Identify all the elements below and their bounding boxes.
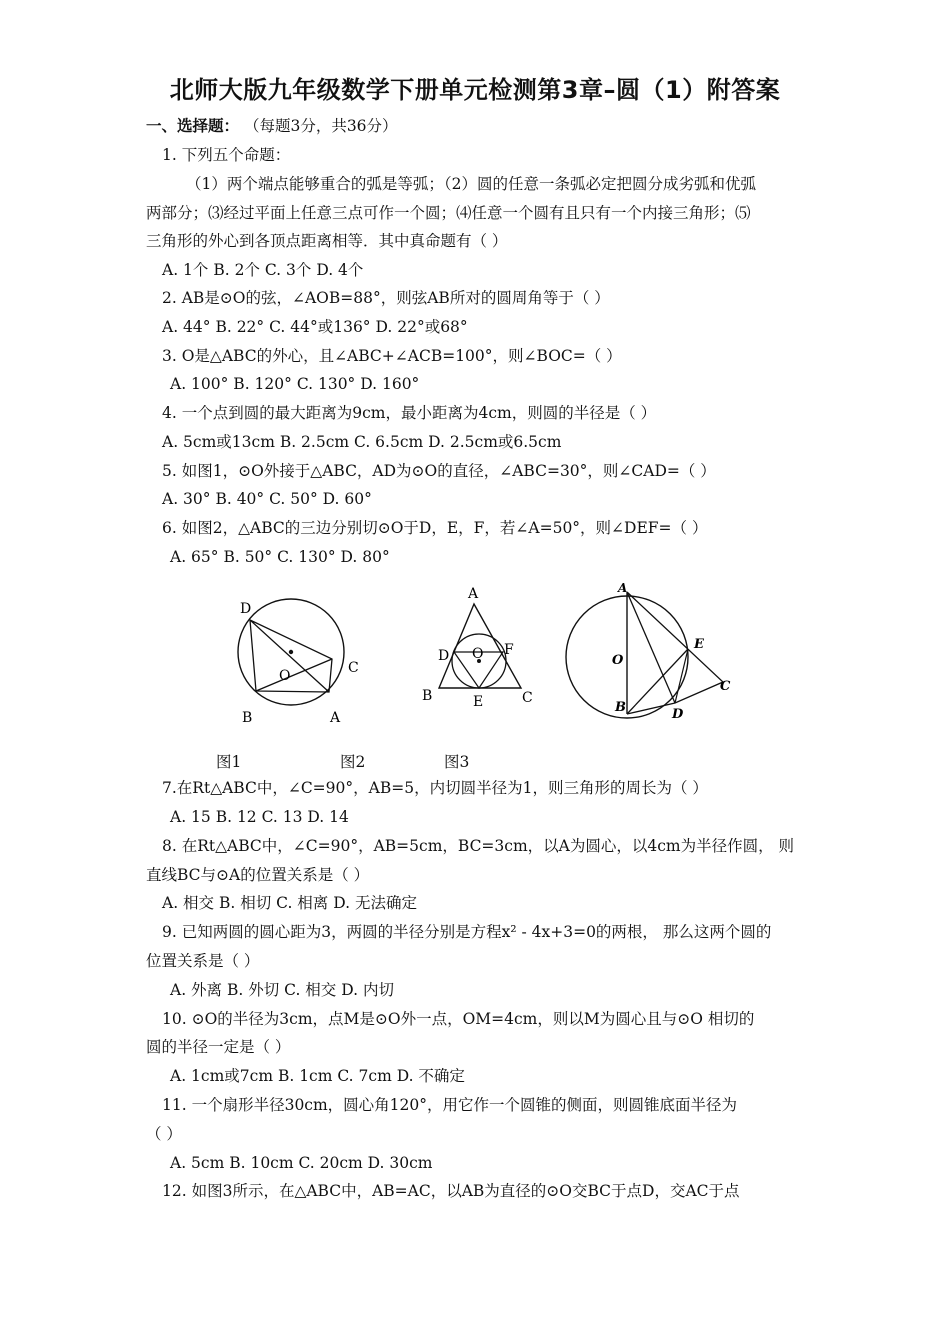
figures-row: [0, 578, 950, 738]
fig2-label-e: E: [473, 694, 484, 710]
q1-stem: 1. 下列五个命题：: [162, 146, 291, 164]
q6-stem: 6. 如图2，△ABC的三边分别切⊙O于D，E，F，若∠A=50°，则∠DEF=（ ）: [162, 519, 708, 537]
section-heading: 一、选择题：: [146, 117, 240, 135]
q11-stem-line2: （ ）: [146, 1125, 182, 1143]
fig2-label-b: B: [422, 688, 433, 704]
figure-2: [418, 582, 542, 722]
q2-stem: 2. AB是⊙O的弦，∠AOB=88°，则弦AB所对的圆周角等于（ ）: [162, 289, 610, 307]
q12-stem-line1: 12. 如图3所示，在△ABC中，AB=AC，以AB为直径的⊙O交BC于点D，交AC于点: [162, 1182, 740, 1200]
fig3-label-e: E: [694, 637, 704, 652]
q9-stem-line1: 9. 已知两圆的圆心距为3，两圆的半径分别是方程x² - 4x+3=0的两根， 那么这两个圆的: [162, 923, 772, 941]
fig1-caption: 图1: [216, 753, 242, 771]
q6-options: A. 65° B. 50° C. 130° D. 80°: [170, 548, 390, 566]
fig3-label-b: B: [615, 700, 626, 715]
q10-options: A. 1cm或7cm B. 1cm C. 7cm D. 不确定: [170, 1067, 465, 1085]
q5-options: A. 30° B. 40° C. 50° D. 60°: [162, 490, 372, 508]
q8-stem-line2: 直线BC与⊙A的位置关系是（ ）: [146, 866, 370, 884]
fig2-caption: 图2: [340, 753, 366, 771]
q3-options: A. 100° B. 120° C. 130° D. 160°: [170, 375, 420, 393]
q5-stem: 5. 如图1，⊙O外接于△ABC，AD为⊙O的直径，∠ABC=30°，则∠CAD=（ ）: [162, 462, 716, 480]
figure-3: [560, 578, 750, 728]
fig3-label-c: C: [720, 679, 731, 694]
q1-text-line3: 三角形的外心到各顶点距离相等．其中真命题有（ ）: [146, 232, 508, 250]
fig2-label-a: A: [468, 586, 479, 602]
q2-options: A. 44° B. 22° C. 44°或136° D. 22°或68°: [162, 318, 468, 336]
q7-stem: 7.在Rt△ABC中，∠C=90°，AB=5，内切圆半径为1，则三角形的周长为（ ）: [162, 779, 708, 797]
fig1-label-c: C: [348, 660, 359, 676]
fig2-label-o: O: [472, 646, 484, 662]
q8-stem-line1: 8. 在Rt△ABC中，∠C=90°，AB=5cm，BC=3cm，以A为圆心，以4cm为半径作圆， 则: [162, 837, 795, 855]
document-title: 北师大版九年级数学下册单元检测第3章–圆（1）附答案: [169, 76, 781, 104]
fig3-label-o: O: [612, 653, 624, 668]
q4-stem: 4. 一个点到圆的最大距离为9cm，最小距离为4cm，则圆的半径是（ ）: [162, 404, 657, 422]
q7-options: A. 15 B. 12 C. 13 D. 14: [170, 808, 349, 826]
q4-options: A. 5cm或13cm B. 2.5cm C. 6.5cm D. 2.5cm或6.5cm: [162, 433, 562, 451]
q11-stem-line1: 11. 一个扇形半径30cm，圆心角120°，用它作一个圆锥的侧面，则圆锥底面半径为: [162, 1096, 738, 1114]
section-header: [146, 116, 398, 136]
fig3-caption: 图3: [444, 753, 470, 771]
fig1-label-o: O: [279, 668, 291, 684]
fig2-label-d: D: [438, 648, 450, 664]
q1-text-line1: （1）两个端点能够重合的弧是等弧；（2）圆的任意一条弧必定把圆分成劣弧和优弧: [186, 175, 756, 193]
q9-stem-line2: 位置关系是（ ）: [146, 952, 260, 970]
fig3-label-a: A: [618, 581, 628, 595]
q1-text-line2: 两部分；⑶经过平面上任意三点可作一个圆；⑷任意一个圆有且只有一个内接三角形；⑸: [146, 204, 751, 222]
section-note: （每题3分，共36分）: [243, 117, 398, 135]
figure-1: [228, 596, 368, 726]
q3-stem: 3. O是△ABC的外心，且∠ABC+∠ACB=100°，则∠BOC=（ ）: [162, 347, 622, 365]
q9-options: A. 外离 B. 外切 C. 相交 D. 内切: [170, 981, 394, 999]
fig3-label-d: D: [672, 707, 684, 722]
q8-options: A. 相交 B. 相切 C. 相离 D. 无法确定: [162, 894, 417, 912]
q10-stem-line1: 10. ⊙O的半径为3cm，点M是⊙O外一点，OM=4cm，则以M为圆心且与⊙O 相切的: [162, 1010, 755, 1028]
fig2-label-f: F: [504, 642, 514, 658]
fig1-label-a: A: [330, 710, 341, 726]
fig2-label-c: C: [522, 690, 533, 706]
fig1-label-d: D: [240, 601, 252, 617]
q11-options: A. 5cm B. 10cm C. 20cm D. 30cm: [170, 1154, 433, 1172]
q10-stem-line2: 圆的半径一定是（ ）: [146, 1038, 291, 1056]
q1-options: A. 1个 B. 2个 C. 3个 D. 4个: [162, 261, 364, 279]
fig1-label-b: B: [242, 710, 253, 726]
